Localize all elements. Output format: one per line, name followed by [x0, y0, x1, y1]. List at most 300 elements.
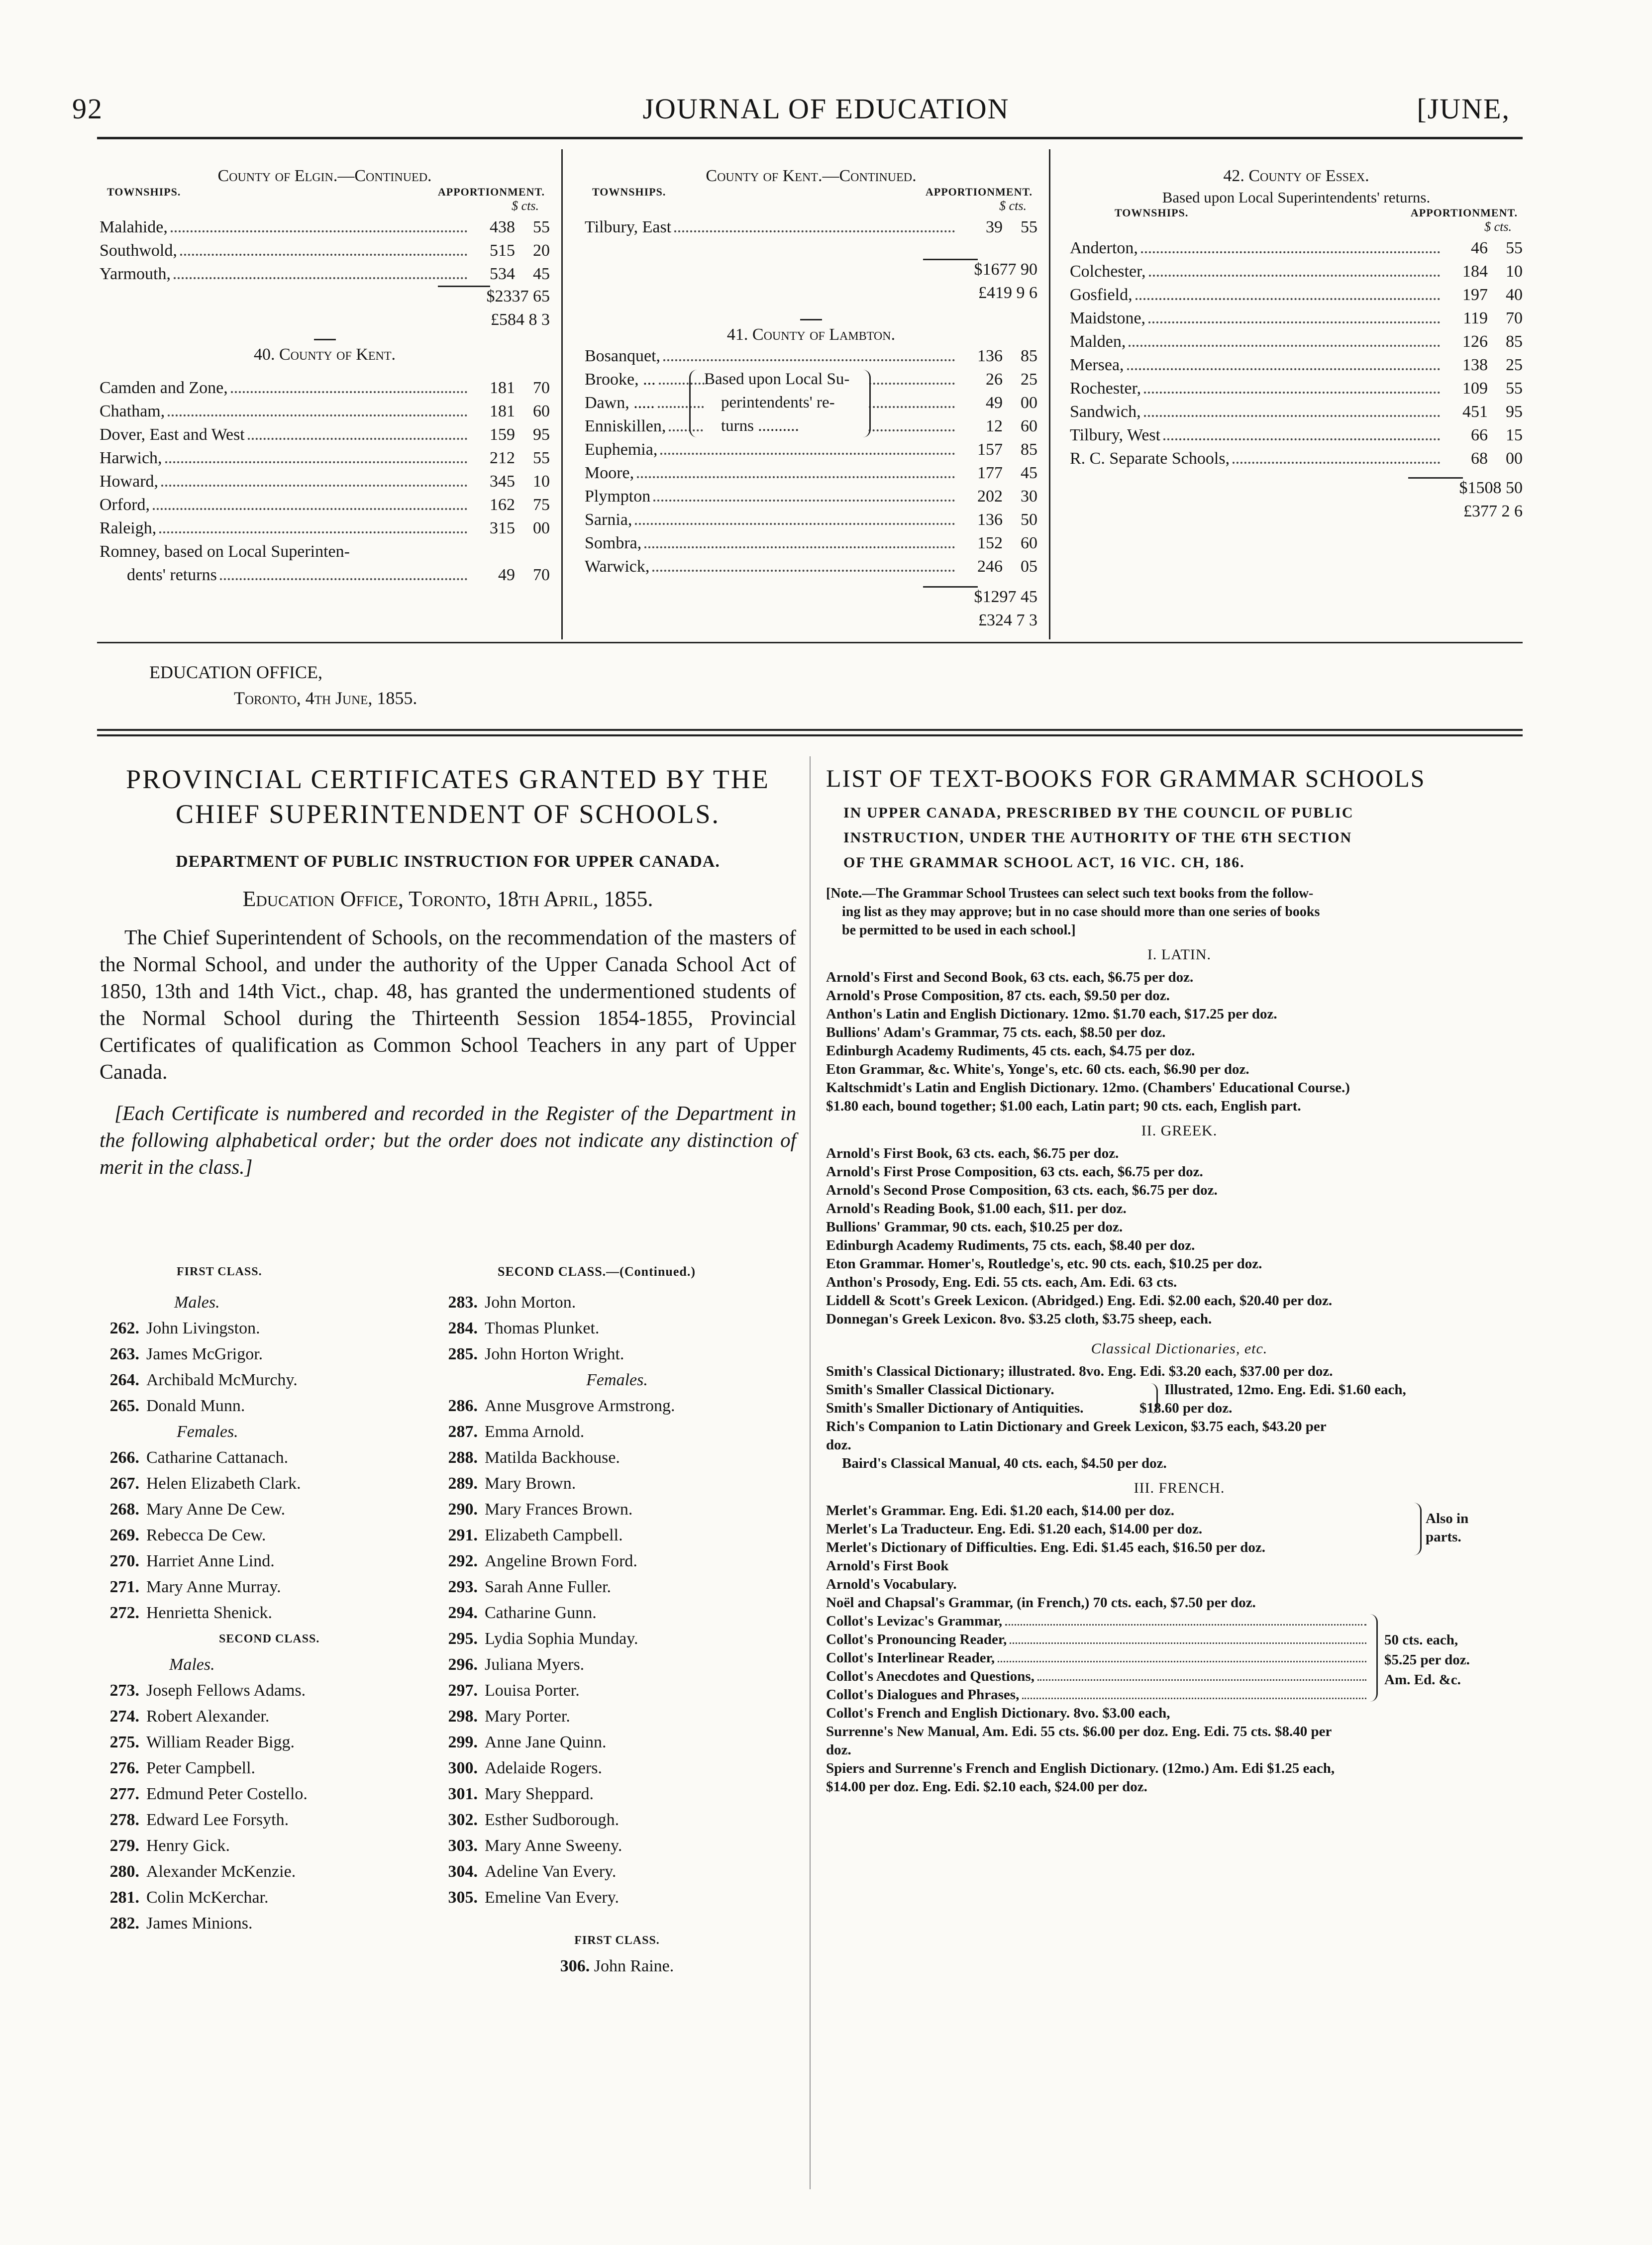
- apportionment-dollars: 157: [977, 440, 1003, 459]
- certificate-name: Helen Elizabeth Clark.: [146, 1474, 301, 1493]
- elgin-title: County of Elgin.—Continued.: [217, 167, 432, 185]
- certificate-name: Juliana Myers.: [485, 1655, 585, 1674]
- classical-heading: Classical Dictionaries, etc.: [1091, 1340, 1268, 1357]
- table-row: [585, 438, 1037, 461]
- apportionment-cents: 00: [533, 519, 550, 537]
- apportionment-cents: 45: [1021, 464, 1037, 482]
- apportionment-dollars: 46: [1471, 239, 1488, 257]
- certificate-number: 280.: [109, 1862, 139, 1881]
- first-males-heading: Males.: [174, 1293, 220, 1312]
- right-brace: [862, 370, 871, 437]
- apportionment-cents: 55: [1506, 379, 1523, 398]
- table-row: [585, 461, 1037, 485]
- kent-continued-title: County of Kent.—Continued.: [706, 167, 917, 185]
- certificate-number: 263.: [109, 1345, 139, 1363]
- list-item: [438, 1419, 796, 1445]
- leader-dots: [1010, 1642, 1366, 1644]
- kent-continued-table: [585, 215, 1037, 239]
- second-cont-females-heading: Females.: [586, 1371, 648, 1389]
- lambton-note-line1: Based upon Local Su-: [704, 370, 850, 388]
- certificate-name: Adelaide Rogers.: [485, 1759, 603, 1777]
- merlet-brace-note: [1426, 1510, 1468, 1546]
- township-name: Moore,: [585, 464, 634, 482]
- first-class-females-list: [100, 1445, 448, 1626]
- kent-total-pounds: £419 9 6: [978, 284, 1037, 302]
- list-item: doz.: [826, 1437, 851, 1453]
- right-brace: [1369, 1614, 1378, 1702]
- certificate-number: 300.: [448, 1759, 478, 1777]
- right-brace: [1413, 1503, 1422, 1555]
- table-divider-1: [561, 149, 563, 639]
- list-item: Surrenne's New Manual, Am. Edi. 55 cts. $6.00 per doz. Eng. Edi. 75 cts. $8.40 per: [826, 1724, 1332, 1739]
- certificate-number: 291.: [448, 1526, 478, 1544]
- list-item: Collot's French and English Dictionary. 8vo. $3.00 each,: [826, 1705, 1170, 1721]
- leader-dots: [1127, 368, 1440, 370]
- apportionment-dollars: 451: [1462, 403, 1488, 421]
- list-item: [438, 1755, 796, 1781]
- leader-dots: [1022, 1698, 1366, 1699]
- textbooks-title: LIST OF TEXT-BOOKS FOR GRAMMAR SCHOOLS: [826, 764, 1426, 792]
- certificate-number: 290.: [448, 1500, 478, 1519]
- certificate-number: 277.: [109, 1785, 139, 1803]
- apportionment-dollars: 126: [1462, 332, 1488, 351]
- township-name: R. C. Separate Schools,: [1070, 449, 1230, 468]
- certificate-name: Louisa Porter.: [485, 1681, 580, 1700]
- township-name: Maidstone,: [1070, 309, 1146, 327]
- elgin-total-pounds: £584 8 3: [491, 310, 550, 329]
- leader-dots: [1144, 414, 1440, 417]
- certificate-name: Harriet Anne Lind.: [146, 1552, 275, 1570]
- section-separator: [314, 339, 336, 340]
- list-item: [438, 1393, 796, 1419]
- township-name: Howard,: [100, 472, 159, 491]
- certificate-number: 270.: [109, 1552, 139, 1570]
- apportionment-cents: 45: [533, 265, 550, 283]
- certificate-name: Mary Frances Brown.: [485, 1500, 633, 1519]
- certificate-name: Henrietta Shenick.: [146, 1604, 273, 1622]
- certificate-name: Anne Jane Quinn.: [485, 1733, 607, 1751]
- table-row: [1070, 400, 1523, 423]
- table-row: [1070, 306, 1523, 330]
- textbooks-note-line3: be permitted to be used in each school.]: [842, 922, 1076, 938]
- apportionment-cents: 95: [533, 425, 550, 444]
- certificate-name: Mary Sheppard.: [485, 1785, 594, 1803]
- list-item: [826, 1631, 1368, 1649]
- certificate-name: Henry Gick.: [146, 1837, 230, 1855]
- list-item: Smith's Smaller Dictionary of Antiquities.: [826, 1400, 1084, 1416]
- list-item: [826, 1612, 1368, 1631]
- collot-group: [826, 1612, 1368, 1704]
- leader-dots: [153, 508, 467, 510]
- certificate-number: 298.: [448, 1707, 478, 1726]
- certificate-number: 281.: [109, 1888, 139, 1907]
- textbooks-note-line1: [Note.—The Grammar School Trustees can select such text books from the follow-: [826, 886, 1314, 901]
- lambton-note: [704, 368, 868, 438]
- leader-dots: [653, 499, 955, 502]
- lambton-total-dollars: $1297 45: [974, 588, 1037, 606]
- certificates-paragraph: The Chief Superintendent of Schools, on the recommendation of the masters of the Normal School, and under the authority of the Upper Canada School Act of 1850, 13th and 14th Vict., chap. 48, has granted the undermentioned students of the Normal School during the Thirteenth Session 1854-1855, Provincial Certificates of qualification as Common School Teachers in any part of Upper Canada.: [100, 926, 796, 1084]
- collot-brace-line1: 50 cts. each,: [1384, 1632, 1458, 1648]
- textbooks-subtitle-1: IN UPPER CANADA, PRESCRIBED BY THE COUNCIL OF PUBLIC: [843, 805, 1354, 821]
- certificate-number: 266.: [109, 1448, 139, 1467]
- leader-dots: [674, 230, 955, 232]
- french-list: [826, 1502, 1533, 1796]
- list-item: [438, 1833, 796, 1859]
- list-item: [100, 1911, 448, 1937]
- list-item: [100, 1781, 448, 1807]
- list-item: [100, 1497, 448, 1523]
- essex-subtitle: Based upon Local Superintendents' returns.: [1162, 189, 1431, 206]
- certificate-name: Sarah Anne Fuller.: [485, 1578, 612, 1596]
- certificate-name: John Morton.: [485, 1293, 576, 1312]
- apportionment-cents: 55: [533, 218, 550, 236]
- certificate-number: 295.: [448, 1630, 478, 1648]
- office-line1: EDUCATION OFFICE,: [149, 662, 323, 682]
- table-row: [100, 493, 550, 516]
- certificate-number: 267.: [109, 1474, 139, 1493]
- apportionment-dollars: 136: [977, 510, 1003, 529]
- certificate-name: Edmund Peter Costello.: [146, 1785, 308, 1803]
- certificate-name: James Minions.: [146, 1914, 253, 1933]
- list-item: $1.80 each, bound together; $1.00 each, Latin part; 90 cts. each, English part.: [826, 1098, 1301, 1114]
- apportionment-dollars: 49: [986, 394, 1003, 412]
- apportionment-dollars: 515: [490, 241, 515, 260]
- leader-dots: [168, 414, 467, 416]
- township-name: Bosanquet,: [585, 347, 661, 365]
- table-row: [585, 555, 1037, 578]
- list-item: Baird's Classical Manual, 40 cts. each, $4.50 per doz.: [842, 1455, 1167, 1471]
- classical-brace-line2: $18.60 per doz.: [1139, 1400, 1233, 1416]
- page-number: 92: [72, 93, 103, 125]
- list-item: Smith's Smaller Classical Dictionary.: [826, 1382, 1054, 1398]
- certificate-number: 285.: [448, 1345, 478, 1363]
- classical-brace-line1: Illustrated, 12mo. Eng. Edi. $1.60 each,: [1164, 1382, 1406, 1398]
- list-item: [100, 1755, 448, 1781]
- apportionment-cents: 30: [1021, 487, 1037, 506]
- apportionment-dollars: 177: [977, 464, 1003, 482]
- list-item: Merlet's La Traducteur. Eng. Edi. $1.20 each, $14.00 per doz.: [826, 1521, 1203, 1537]
- table-row: [585, 531, 1037, 555]
- table-row: [1070, 353, 1523, 377]
- certificates-title-line1: PROVINCIAL CERTIFICATES GRANTED BY THE: [126, 764, 770, 794]
- apportionment-dollars: 345: [490, 472, 515, 491]
- apportionment-dollars: 246: [977, 557, 1003, 576]
- apportionment-cents: 55: [533, 449, 550, 467]
- list-item: Bullions' Grammar, 90 cts. each, $10.25 per doz.: [826, 1219, 1123, 1235]
- list-item: [100, 1393, 448, 1419]
- education-office-signature: [149, 659, 417, 711]
- second-class-continued-males-list: [438, 1290, 796, 1367]
- units-label: $ cts.: [1484, 219, 1512, 234]
- table-row: [100, 423, 550, 446]
- township-name: Malahide,: [100, 218, 168, 236]
- leader-dots: [1149, 274, 1440, 277]
- list-item: Spiers and Surrenne's French and English Dictionary. (12mo.) Am. Edi $1.25 each,: [826, 1760, 1335, 1776]
- list-item: Arnold's Second Prose Composition, 63 cts. each, $6.75 per doz.: [826, 1182, 1218, 1198]
- apportionment-cents: 25: [1021, 370, 1037, 389]
- apportionment-header: APPORTIONMENT.: [1410, 206, 1518, 219]
- township-name: Dawn, .....: [585, 394, 655, 412]
- textbooks-subtitle-2: INSTRUCTION, UNDER THE AUTHORITY OF THE 6TH SECTION: [843, 829, 1352, 846]
- certificate-number: 294.: [448, 1604, 478, 1622]
- township-name: Mersea,: [1070, 356, 1124, 374]
- list-item: [438, 1678, 796, 1704]
- apportionment-cents: 70: [1506, 309, 1523, 327]
- table-row: [1070, 260, 1523, 283]
- table-row: [1070, 236, 1523, 260]
- leader-dots: [165, 461, 467, 463]
- romney-line2: dents' returns: [127, 566, 217, 584]
- leader-dots: [1144, 391, 1440, 394]
- french-heading: III. FRENCH.: [1134, 1480, 1225, 1496]
- list-item: [438, 1497, 796, 1523]
- table-row: [1070, 283, 1523, 306]
- apportionment-cents: 85: [1021, 440, 1037, 459]
- certificate-number: 272.: [109, 1604, 139, 1622]
- apportionment-dollars: 212: [490, 449, 515, 467]
- certificate-name: Colin McKerchar.: [146, 1888, 269, 1907]
- certificate-number: 271.: [109, 1578, 139, 1596]
- list-item: [100, 1316, 448, 1341]
- certificate-name: William Reader Bigg.: [146, 1733, 295, 1751]
- list-item: Arnold's First Book, 63 cts. each, $6.75 per doz.: [826, 1145, 1119, 1161]
- list-item: [100, 1341, 448, 1367]
- greek-heading: II. GREEK.: [1141, 1122, 1218, 1139]
- township-name: Brooke, ...: [585, 370, 656, 389]
- table-row: [1070, 377, 1523, 400]
- kent-continued-column-header: [585, 186, 1037, 199]
- merlet-brace-line2: parts.: [1426, 1529, 1461, 1545]
- table-row: [1070, 330, 1523, 353]
- list-item: [438, 1600, 796, 1626]
- list-item: [826, 1686, 1368, 1704]
- list-item: Arnold's First Prose Composition, 63 cts. each, $6.75 per doz.: [826, 1164, 1203, 1180]
- certificate-number: 297.: [448, 1681, 478, 1700]
- township-name: Enniskillen,: [585, 417, 666, 435]
- list-item: [438, 1730, 796, 1755]
- list-item: Eton Grammar, &c. White's, Yonge's, etc. 60 cts. each, $6.90 per doz.: [826, 1061, 1249, 1077]
- township-name: Southwold,: [100, 241, 177, 260]
- first-females-heading: Females.: [177, 1423, 238, 1441]
- kent-title: 40. County of Kent.: [253, 345, 396, 364]
- certificate-number: 278.: [109, 1811, 139, 1829]
- apportionment-cents: 40: [1506, 286, 1523, 304]
- list-item: [100, 1704, 448, 1730]
- department-line: DEPARTMENT OF PUBLIC INSTRUCTION FOR UPPER CANADA.: [176, 852, 720, 871]
- second-class-continued-heading: SECOND CLASS.—(Continued.): [498, 1264, 696, 1279]
- certificate-name: Emma Arnold.: [485, 1423, 585, 1441]
- kent-table: [100, 376, 550, 540]
- certificate-name: Catharine Gunn.: [485, 1604, 597, 1622]
- leader-dots: [1037, 1679, 1366, 1681]
- apportionment-cents: 15: [1506, 426, 1523, 444]
- certificate-name: John Livingston.: [146, 1319, 260, 1337]
- table-row: [1070, 423, 1523, 447]
- double-rule-bottom: [97, 734, 1523, 736]
- apportionment-dollars: 66: [1471, 426, 1488, 444]
- certificate-number: 288.: [448, 1448, 478, 1467]
- certificates-list-right: [438, 1259, 796, 1979]
- apportionment-dollars: 162: [490, 496, 515, 514]
- leader-dots: [1233, 461, 1440, 464]
- list-item: Noël and Chapsal's Grammar, (in French,) 70 cts. each, $7.50 per doz.: [826, 1595, 1256, 1611]
- textbooks-article: [826, 764, 1533, 1796]
- list-item: [438, 1471, 796, 1497]
- second-class-males-list: [100, 1678, 448, 1937]
- apportionment-dollars: 184: [1462, 262, 1488, 281]
- table-row: [585, 485, 1037, 508]
- township-name: Raleigh,: [100, 519, 157, 537]
- certificate-number: 262.: [109, 1319, 139, 1337]
- leader-dots: [231, 391, 467, 393]
- leader-dots: [180, 253, 467, 256]
- apportionment-dollars: 315: [490, 519, 515, 537]
- certificate-name: Mary Anne Sweeny.: [485, 1837, 622, 1855]
- certificate-number: 276.: [109, 1759, 139, 1777]
- list-item: [100, 1833, 448, 1859]
- table-row: [585, 215, 1037, 239]
- certificate-name: Archibald McMurchy.: [146, 1371, 298, 1389]
- certificate-name: James McGrigor.: [146, 1345, 263, 1363]
- certificate-name: Peter Campbell.: [146, 1759, 256, 1777]
- apportionment-cents: 05: [1021, 557, 1037, 576]
- certificate-number: 283.: [448, 1293, 478, 1312]
- list-item: Merlet's Grammar. Eng. Edi. $1.20 each, $14.00 per doz.: [826, 1503, 1174, 1519]
- leader-dots: [1005, 1624, 1366, 1626]
- latin-list: [826, 968, 1533, 1116]
- list-item: [100, 1523, 448, 1548]
- certificate-name: Lydia Sophia Munday.: [485, 1630, 638, 1648]
- certificate-name: Donald Munn.: [146, 1397, 245, 1415]
- list-item: [826, 1667, 1368, 1686]
- apportionment-cents: 10: [1506, 262, 1523, 281]
- apportionment-dollars: 197: [1462, 286, 1488, 304]
- township-name: Sarnia,: [585, 510, 632, 529]
- apportionment-dollars: 12: [986, 417, 1003, 435]
- township-name: Dover, East and West: [100, 425, 245, 444]
- apportionment-cents: 60: [1021, 417, 1037, 435]
- list-item: Arnold's Vocabulary.: [826, 1576, 957, 1592]
- apportionment-cents: 60: [1021, 534, 1037, 552]
- kent-total-dollars: $1677 90: [974, 260, 1037, 279]
- latin-heading: I. LATIN.: [1147, 946, 1212, 963]
- first-class-males-list: [100, 1316, 448, 1419]
- certificate-number: 305.: [448, 1888, 478, 1907]
- apportionment-dollars: 39: [986, 218, 1003, 236]
- essex-total-dollars: $1508 50: [1459, 479, 1523, 497]
- apportionment-dollars: 26: [986, 370, 1003, 389]
- list-item: Smith's Classical Dictionary; illustrated. 8vo. Eng. Edi. $3.20 each, $37.00 per doz.: [826, 1363, 1333, 1379]
- essex-title: 42. County of Essex.: [1223, 167, 1369, 185]
- list-item: [438, 1523, 796, 1548]
- townships-header: TOWNSHIPS.: [107, 186, 181, 198]
- list-item: [438, 1704, 796, 1730]
- certificate-name: Mary Porter.: [485, 1707, 570, 1726]
- textbooks-note: [826, 884, 1533, 939]
- issue-month: [JUNE,: [1417, 93, 1510, 125]
- certificate-name: Robert Alexander.: [146, 1707, 270, 1726]
- certificate-name: Mary Anne Murray.: [146, 1578, 281, 1596]
- tables-bottom-rule: [97, 642, 1523, 643]
- certificate-number: 284.: [448, 1319, 478, 1337]
- collot-title: Collot's Dialogues and Phrases,: [826, 1687, 1020, 1703]
- township-name: Sombra,: [585, 534, 642, 552]
- table-row: [585, 508, 1037, 531]
- certificate-number: 292.: [448, 1552, 478, 1570]
- romney-cents: 70: [533, 566, 550, 584]
- leader-dots: [1136, 298, 1440, 300]
- township-name: Chatham,: [100, 402, 165, 420]
- list-item: Kaltschmidt's Latin and English Dictionary. 12mo. (Chambers' Educational Course.): [826, 1080, 1350, 1096]
- certificate-name: Mary Brown.: [485, 1474, 576, 1493]
- textbooks-note-line2: ing list as they may approve; but in no case should more than one series of books: [842, 904, 1320, 919]
- certificates-article: [100, 764, 796, 1975]
- lambton-note-line3: turns ..........: [721, 417, 799, 435]
- leader-dots: [1141, 251, 1440, 253]
- apportionment-cents: 70: [533, 379, 550, 397]
- certificate-name: Adeline Van Every.: [485, 1862, 617, 1881]
- certificate-number: 268.: [109, 1500, 139, 1519]
- list-item: $14.00 per doz. Eng. Edi. $2.10 each, $24.00 per doz.: [826, 1779, 1147, 1795]
- certificate-number: 296.: [448, 1655, 478, 1674]
- french-dictionaries-group: [826, 1704, 1533, 1796]
- list-item: [100, 1548, 448, 1574]
- second-class-continued-females-list: [438, 1393, 796, 1911]
- leader-dots: [998, 1661, 1366, 1662]
- apportionment-dollars: 438: [490, 218, 515, 236]
- essex-column-header: [1070, 206, 1523, 219]
- list-item: Anthon's Prosody, Eng. Edi. 55 cts. each, Am. Edi. 63 cts.: [826, 1274, 1177, 1290]
- list-item: Merlet's Dictionary of Difficulties. Eng. Edi. $1.45 each, $16.50 per doz.: [826, 1539, 1266, 1555]
- apportionment-dollars: 136: [977, 347, 1003, 365]
- collot-title: Collot's Levizac's Grammar,: [826, 1613, 1003, 1629]
- certificate-name: Alexander McKenzie.: [146, 1862, 296, 1881]
- apportionment-cents: 10: [533, 472, 550, 491]
- apportionment-dollars: 119: [1463, 309, 1488, 327]
- certificate-name: Joseph Fellows Adams.: [146, 1681, 306, 1700]
- essex-total-pounds: £377 2 6: [1463, 502, 1523, 520]
- apportionment-cents: 55: [1021, 218, 1037, 236]
- list-item: [438, 1885, 796, 1911]
- certificate-number: 289.: [448, 1474, 478, 1493]
- certificate-number: 275.: [109, 1733, 139, 1751]
- second-class-heading: SECOND CLASS.: [219, 1633, 320, 1645]
- section-separator: [800, 319, 822, 320]
- list-item: Eton Grammar. Homer's, Routledge's, etc. 90 cts. each, $10.25 per doz.: [826, 1256, 1262, 1272]
- list-item: [438, 1290, 796, 1316]
- certificate-number: 306.: [560, 1957, 590, 1975]
- township-name: Yarmouth,: [100, 265, 171, 283]
- list-item: [438, 1953, 796, 1979]
- list-item: [438, 1626, 796, 1652]
- apportionment-dollars: 181: [490, 402, 515, 420]
- list-item: [438, 1548, 796, 1574]
- leader-dots: [174, 277, 467, 279]
- leader-dots: [635, 522, 955, 525]
- table-row: [100, 262, 550, 286]
- apportionment-cents: 75: [533, 496, 550, 514]
- township-name: Gosfield,: [1070, 286, 1133, 304]
- township-name: Colchester,: [1070, 262, 1146, 281]
- essex-table: [1070, 236, 1523, 470]
- first-class-heading: FIRST CLASS.: [177, 1265, 262, 1278]
- township-name: Rochester,: [1070, 379, 1141, 398]
- list-item: [438, 1807, 796, 1833]
- certificate-name: Elizabeth Campbell.: [485, 1526, 623, 1544]
- list-item: Arnold's First and Second Book, 63 cts. each, $6.75 per doz.: [826, 969, 1194, 985]
- apportionment-dollars: 202: [977, 487, 1003, 506]
- apportionment-cents: 85: [1506, 332, 1523, 351]
